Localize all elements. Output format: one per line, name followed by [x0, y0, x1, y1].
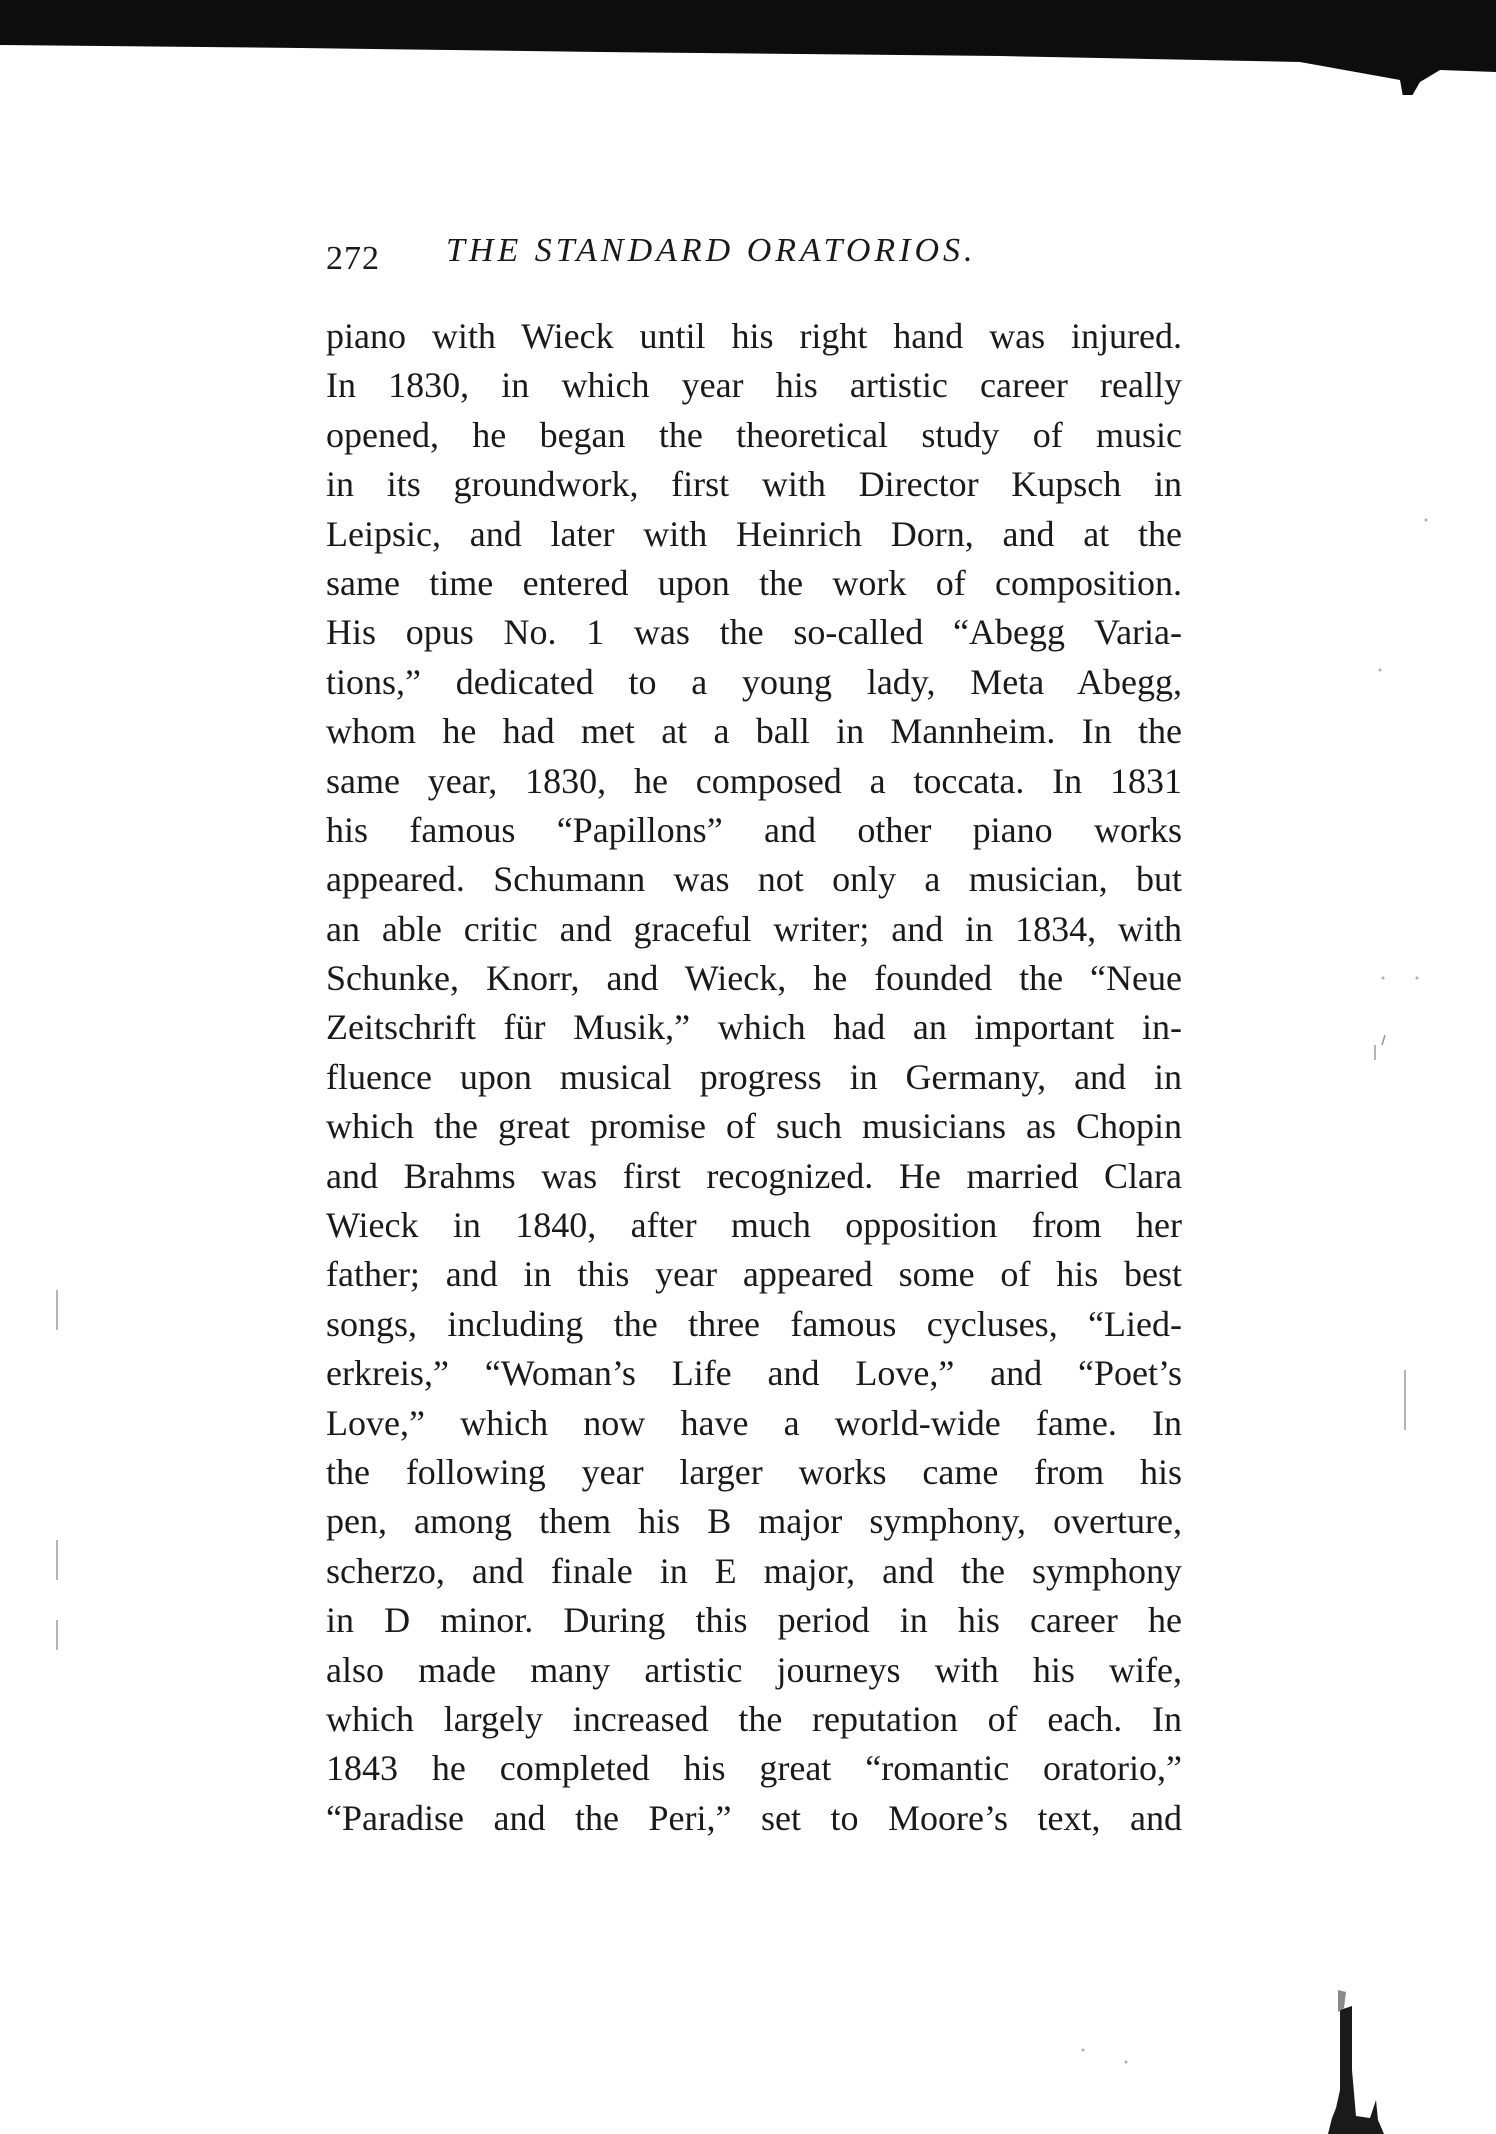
text-line: which the great promise of such musicians as Chopin: [326, 1106, 1182, 1147]
running-title: THE STANDARD ORATORIOS.: [446, 232, 977, 269]
text-line: scherzo, and finale in E major, and the symphony: [326, 1550, 1182, 1591]
text-line: Leipsic, and later with Heinrich Dorn, and at the: [326, 513, 1182, 554]
text-line: tions,” dedicated to a young lady, Meta Abegg,: [326, 661, 1182, 702]
text-line: which largely increased the reputation of each. In: [326, 1698, 1182, 1739]
text-line: opened, he began the theoretical study of music: [326, 414, 1182, 455]
text-line: the following year larger works came from his: [326, 1451, 1182, 1492]
binding-shadow: [1318, 1990, 1398, 2134]
text-line: Zeitschrift für Musik,” which had an important in-: [326, 1007, 1182, 1048]
text-line: father; and in this year appeared some of his best: [326, 1254, 1182, 1295]
text-line: His opus No. 1 was the so-called “Abegg Varia-: [326, 612, 1182, 653]
text-line: same time entered upon the work of composition.: [326, 562, 1182, 603]
text-line: Wieck in 1840, after much opposition from her: [326, 1205, 1182, 1246]
text-line: whom he had met at a ball in Mannheim. In the: [326, 711, 1182, 752]
text-line: erkreis,” “Woman’s Life and Love,” and “Poet’s: [326, 1353, 1182, 1394]
page-header: [326, 232, 1186, 292]
text-line: also made many artistic journeys with his wife,: [326, 1649, 1182, 1690]
body-text: [326, 312, 1182, 1843]
text-line: songs, including the three famous cycluses, “Lied-: [326, 1303, 1182, 1344]
text-line: pen, among them his B major symphony, overture,: [326, 1501, 1182, 1542]
text-line: “Paradise and the Peri,” set to Moore’s text, and: [326, 1797, 1182, 1838]
page-number: 272: [326, 240, 380, 277]
scan-edge-shadow: [0, 0, 1496, 95]
text-line: 1843 he completed his great “romantic oratorio,”: [326, 1748, 1182, 1789]
text-line: in D minor. During this period in his career he: [326, 1600, 1182, 1641]
text-line: an able critic and graceful writer; and in 1834, with: [326, 908, 1182, 949]
text-line: same year, 1830, he composed a toccata. In 1831: [326, 760, 1182, 801]
text-line: his famous “Papillons” and other piano works: [326, 809, 1182, 850]
text-line: appeared. Schumann was not only a musician, but: [326, 859, 1182, 900]
text-line: Love,” which now have a world-wide fame. In: [326, 1402, 1182, 1443]
text-line: in its groundwork, first with Director Kupsch in: [326, 464, 1182, 505]
text-line: In 1830, in which year his artistic career really: [326, 365, 1182, 406]
text-line: fluence upon musical progress in Germany, and in: [326, 1056, 1182, 1097]
text-line: Schunke, Knorr, and Wieck, he founded the “Neue: [326, 958, 1182, 999]
text-line: and Brahms was first recognized. He married Clara: [326, 1155, 1182, 1196]
text-line: piano with Wieck until his right hand was injured.: [326, 316, 1182, 356]
